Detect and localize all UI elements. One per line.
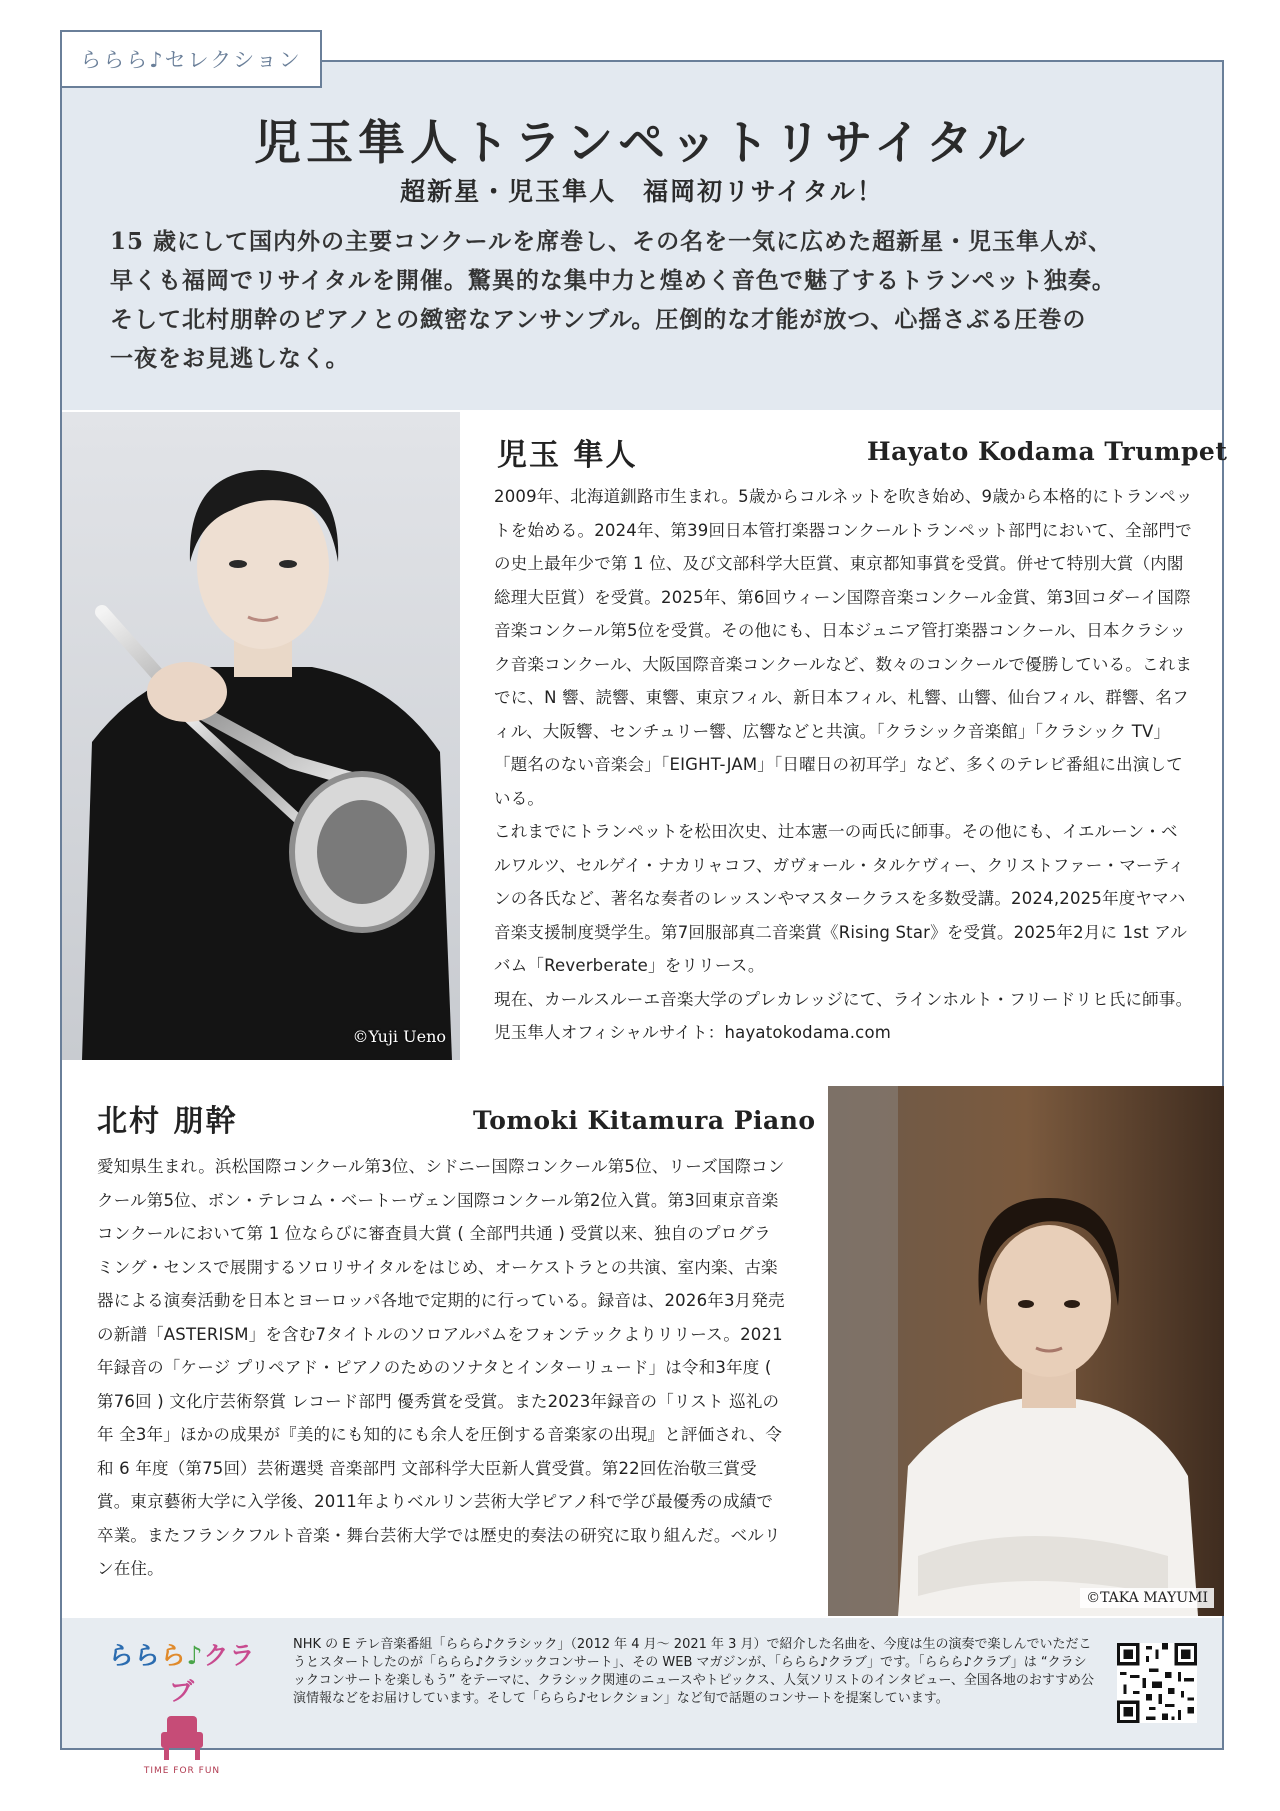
club-name bbox=[97, 1636, 267, 1708]
bio-paragraph: 愛知県生まれ。浜松国際コンクール第3位、シドニー国際コンクール第5位、リーズ国際コンクール第5位、ボン・テレコム・ベートーヴェン国際コンクール第2位入賞。第3回東京音楽コンクールにおいて第 1 位ならびに審査員大賞 ( 全部門共通 ) 受賞以来、独自のプログラミング・センスで展開するソロリサイタルをはじめ、オーケストラとの共演、室内楽、古楽器による演奏活動を日本とヨーロッパ各地で定期的に行っている。録音は、2026年3月発売の新譜「ASTERISM」を含む7タイトルのソロアルバムをフォンテックよりリリース。2021年録音の「ケージ プリペアド・ピアノのためのソナタとインターリュード」は令和3年度 ( 第76回 ) 文化庁芸術祭賞 レコード部門 優秀賞を受賞。また2023年録音の「リスト 巡礼の年 全3年」ほかの成果が『美的にも知的にも余人を圧倒する音楽家の出現』と評価され、令和 6 年度（第75回）芸術選奨 音楽部門 文部科学大臣新人賞受賞。第22回佐治敬三賞受賞。東京藝術大学に入学後、2011年よりベルリン芸術大学ピアノ科で学び最優秀の成績で卒業。またフランクフルト音楽・舞台芸術大学では歴史的奏法の研究に取り組んだ。ベルリン在住。 bbox=[97, 1157, 785, 1578]
bio-paragraph: 2009年、北海道釧路市生まれ。5歳からコルネットを吹き始め、9歳から本格的にトランペットを始める。2024年、第39回日本管打楽器コンクールトランペット部門において、全部門での史上最年少で第 1 位、及び文部科学大臣賞、東京都知事賞を受賞。併せて特別大賞（内閣総理大臣賞）を受賞。2025年、第6回ウィーン国際音楽コンクール金賞、第3回コダーイ国際音楽コンクール第5位を受賞。その他にも、日本ジュニア管打楽器コンクール、日本クラシック音楽コンクール、大阪国際音楽コンクールなど、数々のコンクールで優勝している。これまでに、N 響、読響、東響、東京フィル、新日本フィル、札響、山響、仙台フィル、群響、名フィル、大阪響、センチュリー響、広響などと共演。「クラシック音楽館」「クラシック TV」「題名のない音楽会」「EIGHT-JAM」「日曜日の初耳学」など、多くのテレビ番組に出演している。 bbox=[494, 487, 1193, 808]
bio-paragraph: これまでにトランペットを松田次史、辻本憲一の両氏に師事。その他にも、イエルーン・ベルワルツ、セルゲイ・ナカリャコフ、ガヴォール・タルケヴィー、クリストファー・マーティンの各氏など、著名な奏者のレッスンやマスタークラスを多数受講。2024,2025年度ヤマハ音楽支援制度奨学生。第7回服部真二音楽賞《Rising Star》を受賞。2025年2月に 1st アルバム「Reverberate」をリリース。 bbox=[494, 822, 1188, 975]
selection-tag: ららら♪セレクション bbox=[60, 30, 322, 88]
intro-line: そして北村朋幹のピアノとの緻密なアンサンブル。圧倒的な才能が放つ、心揺さぶる圧巻の bbox=[110, 306, 1087, 333]
intro-line: 一夜をお見逃しなく。 bbox=[110, 345, 350, 372]
kodama-photo bbox=[62, 412, 460, 1060]
kitamura-name-jp: 北村 朋幹 bbox=[97, 1104, 238, 1139]
qr-code-icon[interactable] bbox=[1117, 1643, 1197, 1723]
chair-icon bbox=[159, 1714, 205, 1762]
page-title: 児玉隼人トランペットリサイタル bbox=[254, 116, 1030, 171]
photo-credit: ©Yuji Ueno bbox=[352, 1027, 446, 1046]
intro-paragraph bbox=[110, 222, 1170, 378]
kodama-name-jp: 児玉 隼人 bbox=[497, 438, 638, 473]
trumpeter-portrait-icon bbox=[62, 412, 460, 1060]
intro-line: 15 歳にして国内外の主要コンクールを席巻し、その名を一気に広めた超新星・児玉隼人が、 bbox=[110, 228, 1113, 255]
club-name-part: ら bbox=[160, 1641, 187, 1670]
bio-paragraph: 児玉隼人オフィシャルサイト：hayatokodama.com bbox=[494, 1023, 892, 1042]
club-tagline: TIME FOR FUN bbox=[143, 1766, 221, 1776]
club-name-part: らら bbox=[108, 1641, 161, 1670]
pianist-portrait-icon bbox=[828, 1086, 1224, 1616]
kodama-bio bbox=[494, 480, 1194, 1050]
qr-code-graphic bbox=[1117, 1643, 1197, 1723]
intro-line: 早くも福岡でリサイタルを開催。驚異的な集中力と煌めく音色で魅了するトランペット独奏。 bbox=[110, 267, 1116, 294]
kodama-name-en: Hayato Kodama Trumpet bbox=[867, 437, 1228, 466]
bio-paragraph: 現在、カールスルーエ音楽大学のプレカレッジにて、ラインホルト・フリードリヒ氏に師事。 bbox=[494, 989, 1193, 1009]
kitamura-name-en: Tomoki Kitamura Piano bbox=[473, 1106, 816, 1135]
kitamura-photo bbox=[828, 1086, 1224, 1616]
footer-text: NHK の E テレ音楽番組「ららら♪クラシック」（2012 年 4 月～ 2021 年 3 月）で紹介した名曲を、今度は生の演奏で楽しんでいただこうとスタートしたのが「ららら♪クラシックコンサート」、その WEB マガジンが、「ららら♪クラブ」です。「ららら♪クラブ」は “クラシックコンサートを楽しもう” をテーマに、クラシック関連のニュースやトピックス、人気ソリストのインタビュー、全国各地のおすすめ公演情報などをお届けしています。そして「ららら♪セレクション」など旬で話題のコンサートを提案しています。 bbox=[293, 1637, 1095, 1706]
kitamura-bio bbox=[97, 1150, 787, 1586]
page-subtitle: 超新星・児玉隼人 福岡初リサイタル！ bbox=[400, 177, 884, 206]
club-logo bbox=[97, 1636, 267, 1776]
club-name-part: ♪ bbox=[186, 1641, 204, 1670]
club-name-part: クラブ bbox=[168, 1641, 256, 1706]
photo-credit: ©TAKA MAYUMI bbox=[1080, 1588, 1214, 1608]
